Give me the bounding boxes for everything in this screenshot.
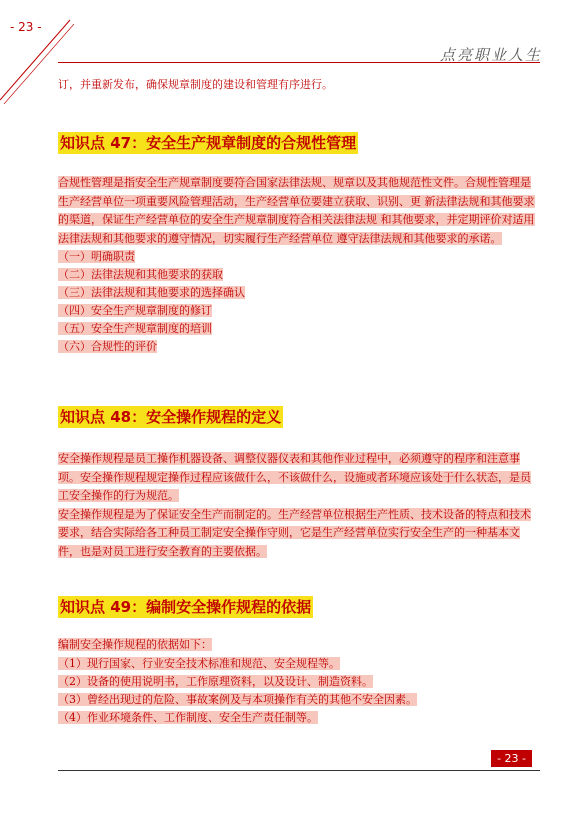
list-item bbox=[58, 691, 536, 709]
section-title: 知识点 49：编制安全操作规程的依据 bbox=[60, 598, 312, 616]
list-item bbox=[58, 248, 536, 266]
section-49-title-wrap bbox=[58, 596, 313, 618]
list-item bbox=[58, 709, 536, 727]
brand-logo: 点亮职业人生 bbox=[439, 46, 542, 64]
paragraph-text: 安全操作规程是为了保证安全生产而制定的。生产经营单位根据生产性质、技术设备的特点和技术要求，结合实际给各工种员工制定安全操作守则，它是生产经营单位实行安全生产的一种基本文件，也是对员工进行安全教育的主要依据。 bbox=[58, 507, 531, 558]
list-item-text: （4）作业环境条件、工作制度、安全生产责任制等。 bbox=[58, 710, 318, 724]
section-49-body bbox=[58, 636, 536, 727]
lead-text: 订，并重新发布，确保规章制度的建设和管理有序进行。 bbox=[58, 78, 333, 91]
list-item-text: （3）曾经出现过的危险、事故案例及与本项操作有关的其他不安全因素。 bbox=[58, 692, 417, 706]
list-item-text: （三）法律法规和其他要求的选择确认 bbox=[58, 286, 245, 299]
page-number-bottom: - 23 - bbox=[491, 750, 532, 767]
list-item bbox=[58, 320, 536, 338]
list-item-text: （2）设备的使用说明书，工作原理资料，以及设计、制造资料。 bbox=[58, 674, 373, 688]
list-item bbox=[58, 302, 536, 320]
list-item bbox=[58, 673, 536, 691]
list-item-text: （四）安全生产规章制度的修订 bbox=[58, 304, 212, 317]
section-47-title-wrap bbox=[58, 132, 358, 154]
list-item-text: （六）合规性的评价 bbox=[58, 340, 157, 353]
paragraph-text: 合规性管理是指安全生产规章制度要符合国家法律法规、规章以及其他规范性文件。合规性管理是生产经营单位一项重要风险管理活动，生产经营单位要建立获取、识别、更 新法律法规和其他要求的渠道，保证生产经营单位的安全生产规章制度符合相关法律法规 和其他要求，并定期评价对适用法律法规和其他要求的遵守情况，切实履行生产经营单位 遵守法律法规和其他要求的承诺。 bbox=[58, 176, 535, 245]
paragraph bbox=[58, 174, 536, 248]
paragraph-text: 编制安全操作规程的依据如下： bbox=[58, 638, 212, 651]
page-content bbox=[58, 76, 536, 724]
footer-rule bbox=[58, 770, 540, 771]
list-item bbox=[58, 266, 536, 284]
list-item-text: （二）法律法规和其他要求的获取 bbox=[58, 268, 223, 281]
list-item bbox=[58, 655, 536, 673]
page-number-top: - 23 - bbox=[10, 20, 42, 34]
header-rule bbox=[58, 62, 540, 63]
list-item-text: （五）安全生产规章制度的培训 bbox=[58, 322, 212, 335]
section-title: 知识点 48：安全操作规程的定义 bbox=[60, 408, 282, 426]
section-48-title-wrap bbox=[58, 406, 283, 428]
section-48-body bbox=[58, 450, 536, 561]
list-item bbox=[58, 338, 536, 356]
list-item-text: （一）明确职责 bbox=[58, 250, 135, 263]
list-item bbox=[58, 284, 536, 302]
paragraph bbox=[58, 450, 536, 506]
paragraph-text: 安全操作规程是员工操作机器设备、调整仪器仪表和其他作业过程中，必须遵守的程序和注意事项。安全操作规程规定操作过程应该做什么，不该做什么，设施或者环境应该处于什么状态，是员工安全操作的行为规范。 bbox=[58, 452, 531, 502]
section-title: 知识点 47：安全生产规章制度的合规性管理 bbox=[60, 134, 357, 152]
list-item-text: （1）现行国家、行业安全技术标准和规范、安全规程等。 bbox=[58, 656, 340, 670]
paragraph bbox=[58, 506, 536, 562]
paragraph bbox=[58, 636, 536, 655]
section-47-body bbox=[58, 174, 536, 356]
